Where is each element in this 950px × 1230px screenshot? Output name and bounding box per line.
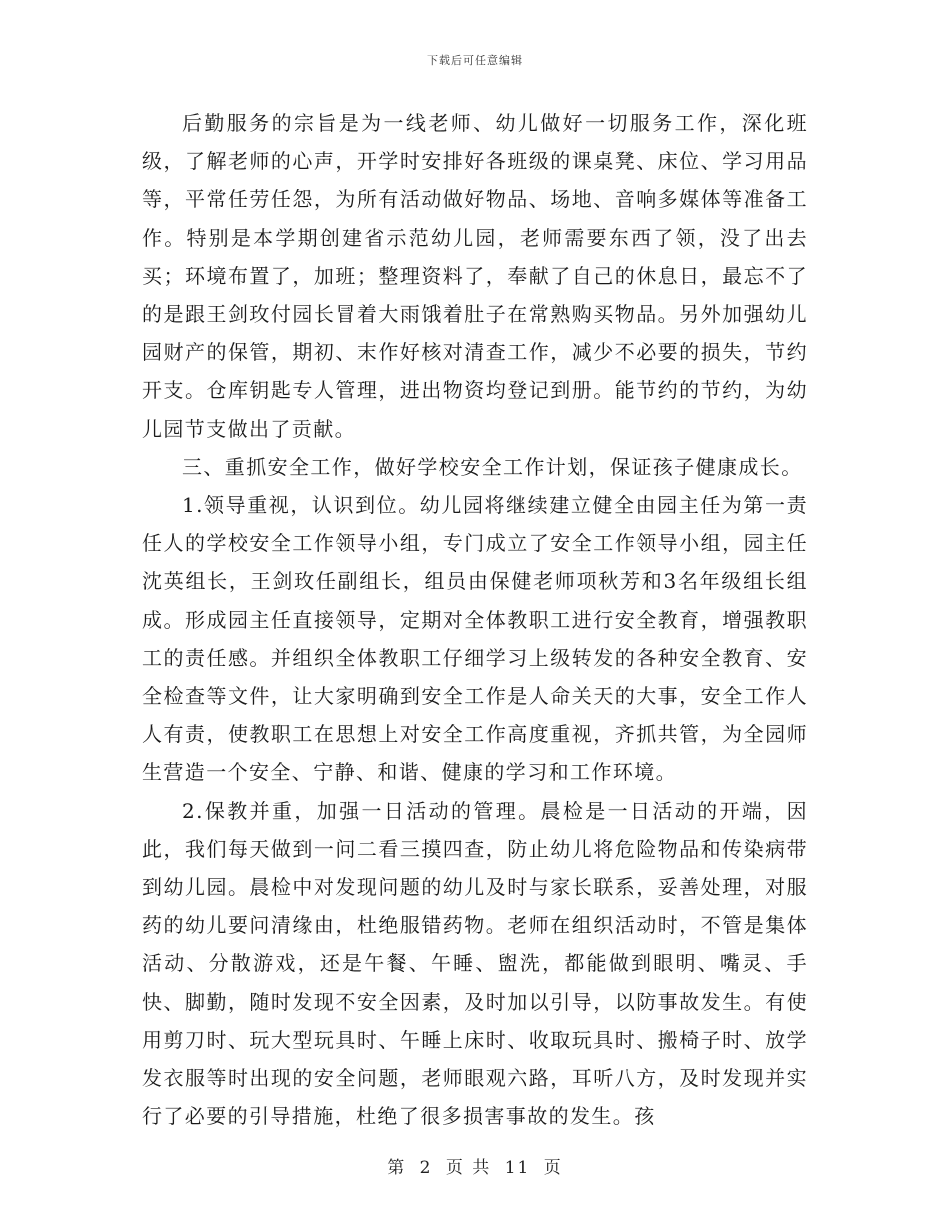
paragraph-daily-management: 2.保教并重，加强一日活动的管理。晨检是一日活动的开端，因此，我们每天做到一问二看三摸四查，防止幼儿将危险物品和传染病带到幼儿园。晨检中对发现问题的幼儿及时与家长联系，妥善处理，对服药的幼儿要问清缘由，杜绝服错药物。老师在组织活动时，不管是集体活动、分散游戏，还是午餐、午睡、盥洗，都能做到眼明、嘴灵、手快、脚勤，随时发现不安全因素，及时加以引导，以防事故发生。有使用剪刀时、玩大型玩具时、午睡上床时、收取玩具时、搬椅子时、放学发衣服等时出现的安全问题，老师眼观六路，耳听八方，及时发现并实行了必要的引导措施，杜绝了很多损害事故的发生。孩 xyxy=(142,798,808,1129)
footer-page-number: 2 xyxy=(419,1158,433,1178)
footer-total-pages: 11 xyxy=(504,1158,531,1178)
footer-suffix: 页 xyxy=(543,1158,563,1178)
page-header: 下载后可任意编辑 xyxy=(427,54,523,67)
document-body xyxy=(142,104,808,1135)
footer-prefix: 第 xyxy=(387,1158,407,1178)
paragraph-leadership: 1.领导重视，认识到位。幼儿园将继续建立健全由园主任为第一责任人的学校安全工作领导小组，专门成立了安全工作领导小组，园主任沈英组长，王剑玫任副组长，组员由保健老师项秋芳和3名年级组长组成。形成园主任直接领导，定期对全体教职工进行安全教育，增强教职工的责任感。并组织全体教职工仔细学习上级转发的各种安全教育、安全检查等文件，让大家明确到安全工作是人命关天的大事，安全工作人人有责，使教职工在思想上对安全工作高度重视，齐抓共管，为全园师生营造一个安全、宁静、和谐、健康的学习和工作环境。 xyxy=(142,493,808,785)
paragraph-logistics: 后勤服务的宗旨是为一线老师、幼儿做好一切服务工作，深化班级，了解老师的心声，开学时安排好各班级的课桌凳、床位、学习用品等，平常任劳任怨，为所有活动做好物品、场地、音响多媒体等准备工作。特别是本学期创建省示范幼儿园，老师需要东西了领，没了出去买；环境布置了，加班；整理资料了，奉献了自己的休息日，最忘不了的是跟王剑玫付园长冒着大雨饿着肚子在常熟购买物品。另外加强幼儿园财产的保管，期初、末作好核对清查工作，减少不必要的损失，节约开支。仓库钥匙专人管理，进出物资均登记到册。能节约的节约，为幼儿园节支做出了贡献。 xyxy=(142,111,808,441)
footer-middle: 页 共 xyxy=(445,1158,492,1178)
page-footer xyxy=(0,1153,950,1178)
section-heading-safety: 三、重抓安全工作，做好学校安全工作计划，保证孩子健康成长。 xyxy=(182,454,803,479)
